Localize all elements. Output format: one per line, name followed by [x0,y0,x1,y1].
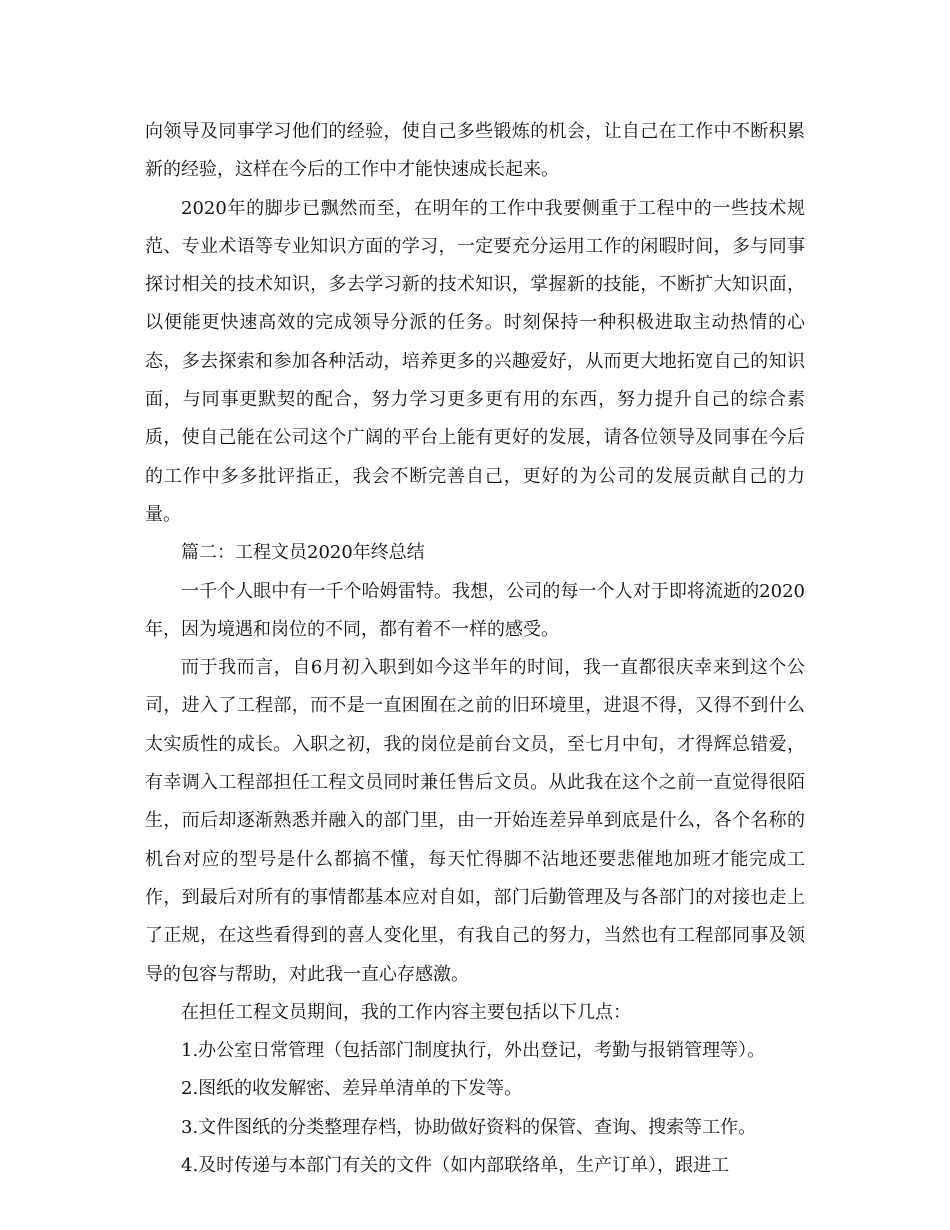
paragraph-experience: 而于我而言，自6月初入职到如今这半年的时间，我一直都很庆幸来到这个公司，进入了工程部，而不是一直困囿在之前的旧环境里，进退不得，又得不到什么太实质性的成长。入职之初，我的岗位是前台文员，至七月中旬，才得辉总错爱，有幸调入工程部担任工程文员同时兼任售后文员。从此我在这个之前一直觉得很陌生，而后却逐渐熟悉并融入的部门里，由一开始连差异单到底是什么，各个名称的机台对应的型号是什么都搞不懂，每天忙得脚不沾地还要悲催地加班才能完成工作，到最后对所有的事情都基本应对自如，部门后勤管理及与各部门的对接也走上了正规，在这些看得到的喜人变化里，有我自己的努力，当然也有工程部同事及领导的包容与帮助，对此我一直心存感激。 [145,657,805,985]
paragraph-continuation: 向领导及同事学习他们的经验，使自己多些锻炼的机会，让自己在工作中不断积累新的经验，这样在今后的工作中才能快速成长起来。 [145,121,805,181]
list-item-4: 4.及时传递与本部门有关的文件（如内部联络单，生产订单），跟进工 [181,1155,730,1177]
list-item-1: 1.办公室日常管理（包括部门制度执行，外出登记，考勤与报销管理等）。 [181,1040,766,1062]
paragraph-duties-intro: 在担任工程文员期间，我的工作内容主要包括以下几点： [181,1001,631,1023]
document-body [145,113,805,1185]
paragraph-2020-plan: 2020年的脚步已飘然而至，在明年的工作中我要侧重于工程中的一些技术规范、专业术语等专业知识方面的学习，一定要充分运用工作的闲暇时间，多与同事探讨相关的技术知识，多去学习新的技术知识，掌握新的技能，不断扩大知识面，以便能更快速高效的完成领导分派的任务。时刻保持一种积极进取主动热情的心态，多去探索和参加各种活动，培养更多的兴趣爱好，从而更大地拓宽自己的知识面，与同事更默契的配合，努力学习更多更有用的东西，努力提升自己的综合素质，使自己能在公司这个广阔的平台上能有更好的发展，请各位领导及同事在今后的工作中多多批评指正，我会不断完善自己，更好的为公司的发展贡献自己的力量。 [145,197,805,525]
section-heading: 篇二：工程文员2020年终总结 [181,542,425,564]
list-item-3: 3.文件图纸的分类整理存档，协助做好资料的保管、查询、搜索等工作。 [181,1116,757,1138]
list-item-2: 2.图纸的收发解密、差异单清单的下发等。 [181,1078,523,1100]
paragraph-hamlet: 一千个人眼中有一千个哈姆雷特。我想，公司的每一个人对于即将流逝的2020年，因为境遇和岗位的不同，都有着不一样的感受。 [145,580,805,640]
